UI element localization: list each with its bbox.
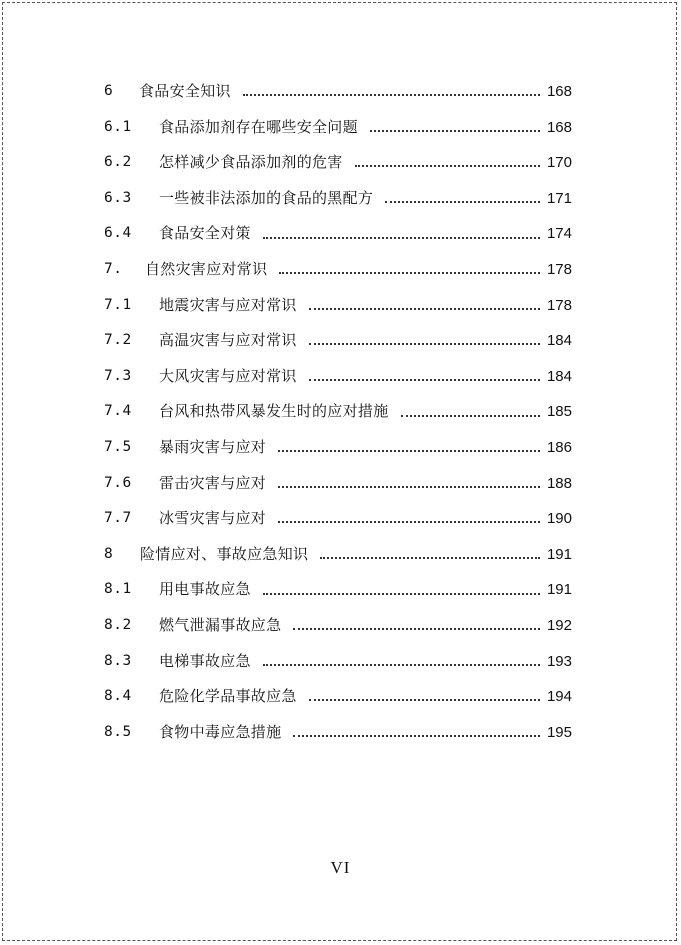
toc-entry-title: 食物中毒应急措施 bbox=[159, 722, 282, 741]
toc-entry-page: 192 bbox=[546, 616, 572, 634]
toc-entry-7-7[interactable] bbox=[104, 501, 572, 537]
toc-entry-6-4[interactable] bbox=[104, 216, 572, 252]
toc-entry-number: 8.5 bbox=[104, 723, 132, 740]
toc-entry-8-5[interactable] bbox=[104, 715, 572, 751]
toc-entry-page: 168 bbox=[546, 118, 572, 136]
toc-dot-leader bbox=[401, 414, 540, 417]
toc-entry-title: 地震灾害与应对常识 bbox=[159, 295, 297, 314]
toc-entry-title: 大风灾害与应对常识 bbox=[159, 366, 297, 385]
toc-entry-page: 171 bbox=[546, 189, 572, 207]
toc-entry-title: 暴雨灾害与应对 bbox=[159, 437, 267, 456]
toc-entry-page: 174 bbox=[546, 225, 572, 243]
toc-entry-number: 6.4 bbox=[104, 225, 132, 242]
toc-entry-number: 6.1 bbox=[104, 118, 132, 135]
toc-dot-leader bbox=[355, 164, 540, 167]
toc-entry-number: 7.7 bbox=[104, 510, 132, 527]
toc-entry-number: 8.1 bbox=[104, 581, 132, 598]
toc-entry-page: 186 bbox=[546, 438, 572, 456]
toc-dot-leader bbox=[385, 200, 540, 203]
toc-entry-8[interactable] bbox=[104, 537, 572, 573]
toc-entry-title: 食品添加剂存在哪些安全问题 bbox=[159, 117, 358, 136]
toc-entry-number: 7.5 bbox=[104, 438, 132, 455]
toc-dot-leader bbox=[263, 592, 540, 595]
toc-entry-page: 193 bbox=[546, 652, 572, 670]
toc-entry-page: 185 bbox=[546, 403, 572, 421]
toc-entry-7-6[interactable] bbox=[104, 466, 572, 502]
toc-entry-page: 188 bbox=[546, 474, 572, 492]
toc-entry-page: 178 bbox=[546, 260, 572, 278]
toc-entry-page: 190 bbox=[546, 510, 572, 528]
toc-entry-title: 一些被非法添加的食品的黑配方 bbox=[159, 188, 374, 207]
toc-entry-7[interactable] bbox=[104, 252, 572, 288]
toc-entry-number: 6.2 bbox=[104, 154, 132, 171]
toc-dot-leader bbox=[309, 378, 540, 381]
toc-entry-number: 7.4 bbox=[104, 403, 132, 420]
toc-entry-number: 8.4 bbox=[104, 688, 132, 705]
toc-entry-7-2[interactable] bbox=[104, 323, 572, 359]
toc-entry-number: 8.2 bbox=[104, 616, 132, 633]
toc-entry-8-4[interactable] bbox=[104, 679, 572, 715]
toc-entry-title: 怎样减少食品添加剂的危害 bbox=[159, 153, 343, 172]
toc-dot-leader bbox=[370, 129, 540, 132]
toc-entry-6-3[interactable] bbox=[104, 181, 572, 217]
toc-entry-number: 7. bbox=[104, 260, 123, 277]
toc-entry-number: 8.3 bbox=[104, 652, 132, 669]
toc-dot-leader bbox=[278, 520, 540, 523]
toc-entry-page: 195 bbox=[546, 723, 572, 741]
toc-entry-title: 雷击灾害与应对 bbox=[159, 473, 267, 492]
toc-entry-page: 170 bbox=[546, 154, 572, 172]
toc-entry-title: 冰雪灾害与应对 bbox=[159, 509, 267, 528]
toc-dot-leader bbox=[309, 307, 540, 310]
toc-entry-page: 184 bbox=[546, 332, 572, 350]
toc-entry-6-1[interactable] bbox=[104, 110, 572, 146]
toc-dot-leader bbox=[320, 556, 540, 559]
toc-entry-title: 燃气泄漏事故应急 bbox=[159, 615, 282, 634]
toc-entry-title: 台风和热带风暴发生时的应对措施 bbox=[159, 402, 389, 421]
toc-entry-7-4[interactable] bbox=[104, 394, 572, 430]
toc-dot-leader bbox=[263, 663, 540, 666]
toc-dot-leader bbox=[263, 236, 540, 239]
footer-page-number: VI bbox=[330, 858, 351, 877]
toc-entry-number: 8 bbox=[104, 545, 114, 562]
toc-dot-leader bbox=[243, 93, 540, 96]
toc-entry-6-2[interactable] bbox=[104, 145, 572, 181]
toc-dot-leader bbox=[279, 271, 540, 274]
toc-entry-page: 178 bbox=[546, 296, 572, 314]
toc-entry-title: 自然灾害应对常识 bbox=[145, 259, 268, 278]
toc-entry-title: 食品安全知识 bbox=[139, 82, 231, 100]
toc-entry-page: 191 bbox=[546, 545, 572, 563]
toc-entry-number: 6.3 bbox=[104, 189, 132, 206]
toc-dot-leader bbox=[309, 698, 540, 701]
toc-dot-leader bbox=[278, 449, 540, 452]
toc-dot-leader bbox=[293, 627, 540, 630]
toc-entry-page: 184 bbox=[546, 367, 572, 385]
toc-entry-number: 7.3 bbox=[104, 367, 132, 384]
toc-entry-title: 食品安全对策 bbox=[159, 224, 251, 243]
toc-entry-number: 7.1 bbox=[104, 296, 132, 313]
toc-entry-title: 险情应对、事故应急知识 bbox=[140, 544, 309, 563]
toc-dot-leader bbox=[309, 342, 540, 345]
toc-entry-number: 6 bbox=[104, 83, 114, 99]
toc-entry-7-5[interactable] bbox=[104, 430, 572, 466]
toc-entry-8-3[interactable] bbox=[104, 644, 572, 680]
toc-dot-leader bbox=[293, 734, 540, 737]
toc-entry-number: 7.2 bbox=[104, 332, 132, 349]
toc-entry-7-1[interactable] bbox=[104, 288, 572, 324]
toc-entry-title: 高温灾害与应对常识 bbox=[159, 331, 297, 350]
toc-entry-title: 电梯事故应急 bbox=[159, 651, 251, 670]
toc-entry-title: 危险化学品事故应急 bbox=[159, 687, 297, 706]
toc-entry-8-1[interactable] bbox=[104, 572, 572, 608]
toc-entry-6[interactable] bbox=[104, 74, 572, 110]
toc-entry-page: 191 bbox=[546, 581, 572, 599]
toc-entry-number: 7.6 bbox=[104, 474, 132, 491]
table-of-contents bbox=[104, 74, 572, 750]
toc-entry-8-2[interactable] bbox=[104, 608, 572, 644]
toc-entry-7-3[interactable] bbox=[104, 359, 572, 395]
toc-dot-leader bbox=[278, 485, 540, 488]
toc-entry-page: 168 bbox=[546, 83, 572, 100]
toc-entry-title: 用电事故应急 bbox=[159, 580, 251, 599]
toc-entry-page: 194 bbox=[546, 688, 572, 706]
